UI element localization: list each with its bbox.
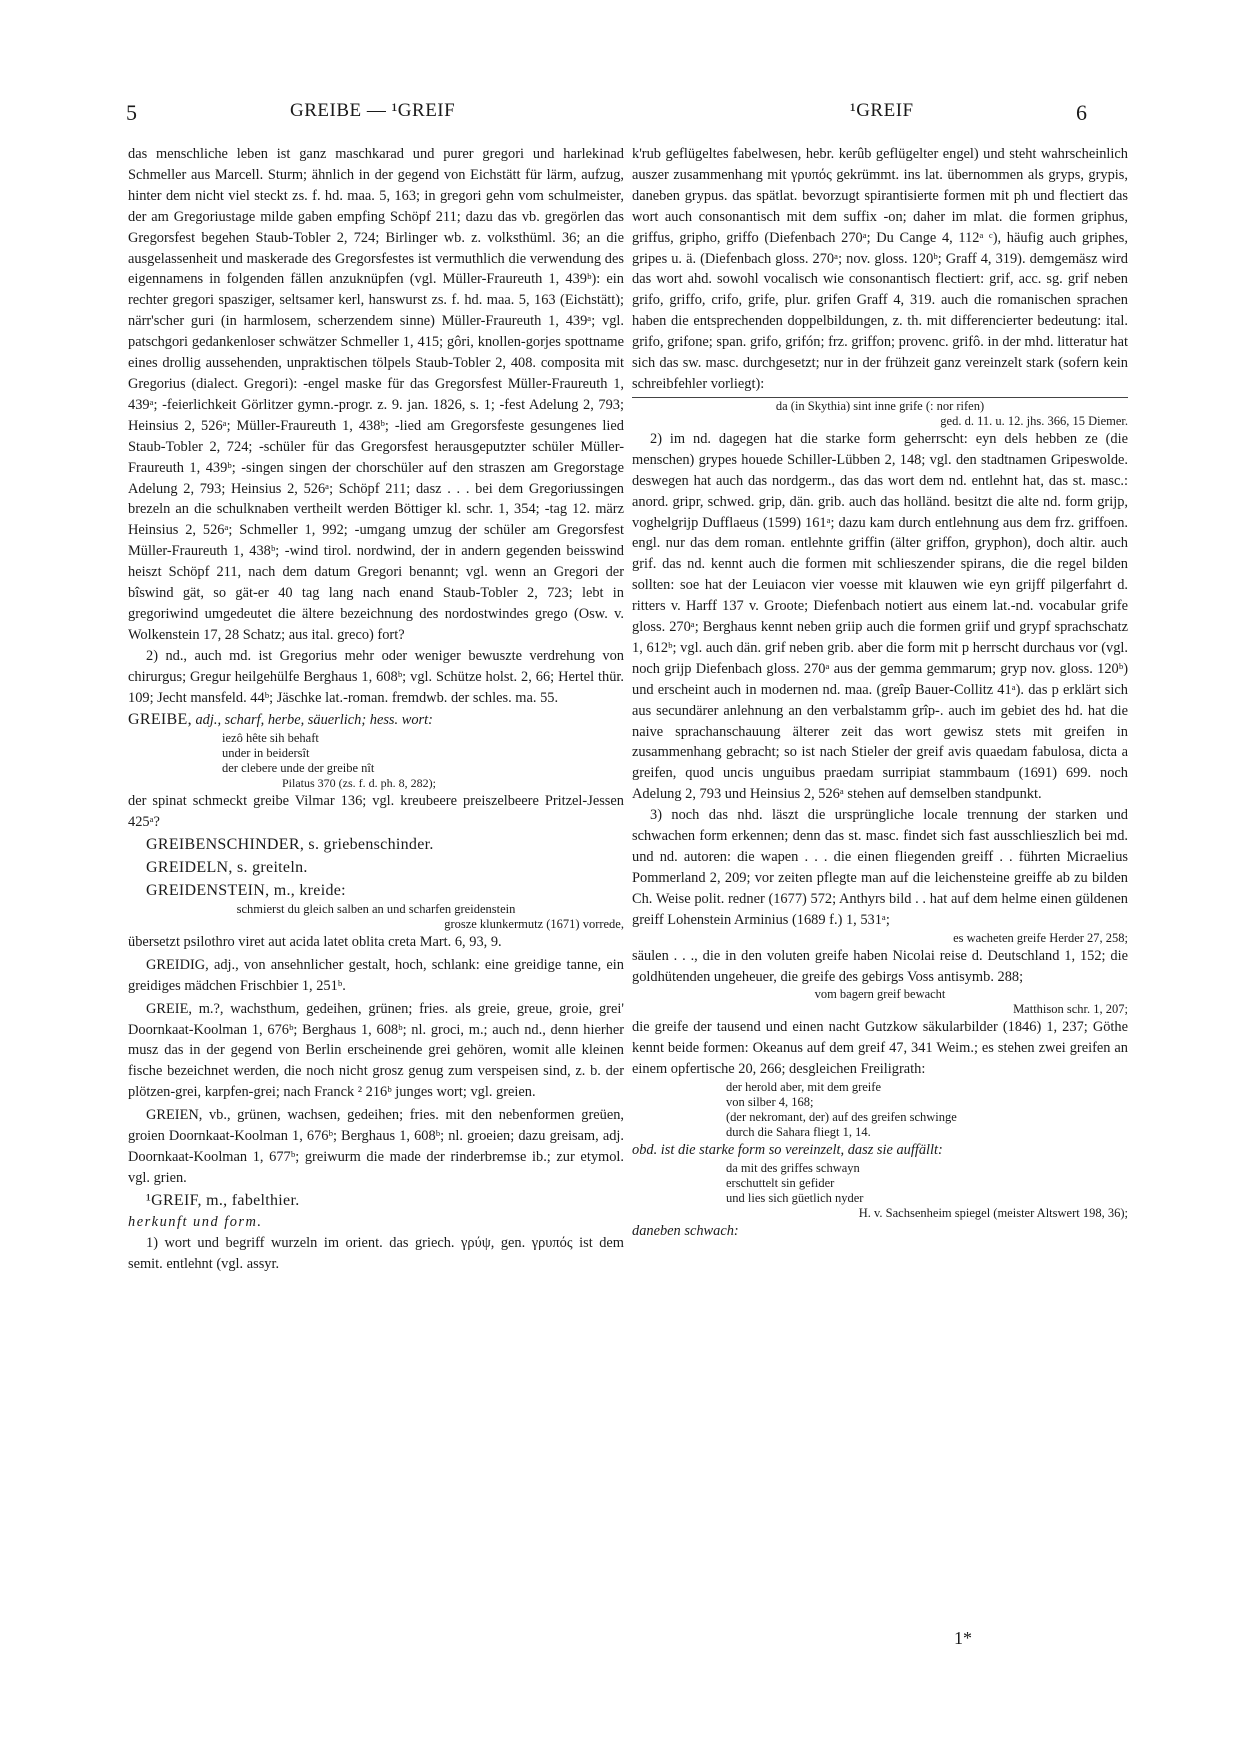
sheet-signature: 1* [954,1628,972,1648]
greif-paragraph-1: 1) wort und begriff wurzeln im orient. das griech. γρύψ, gen. γρυπός ist dem semit. entlehnt (vgl. assyr. [128,1234,624,1272]
left-page-number: 5 [126,100,138,125]
quotation-1: da (in Skythia) sint inne grife (: nor rifen) [775,398,985,413]
left-column [128,144,624,1274]
greif-paragraph-3: 3) noch das nhd. läszt die ursprüngliche locale trennung der starken und schwachen form erkennen; denn das st. masc. findet sich fast ausschlieszlich bei md. und nd. autoren: die wapen . . . die einen fliegenden greiff . . führten Micraelius Pommerland 2, 209; vor zeiten pflegte man auf die leichensteine greiffe ab zu bilden Ch. Weise polit. redner (1677) 572; Anthyrs bild . . hat auf dem helme einen güldenen greiff Lohenstein Arminius (1689 f.) 1, 531ᵃ; [632,807,1128,928]
quote-line: von silber 4, 168; [726,1095,814,1110]
entry-greif: ¹GREIF, m., fabelthier. [146,1191,300,1209]
greidenstein-quote-source: grosze klunkermutz (1671) vorrede, [444,916,624,931]
quote-line: der herold aber, mit dem greife [726,1080,881,1095]
entry-greibenschinder: GREIBENSCHINDER, s. griebenschinder. [146,836,434,854]
quote-line: under in beidersît [222,746,310,761]
greif-paragraph-7: daneben schwach: [632,1223,739,1240]
quote-line: durch die Sahara fliegt 1, 14. [726,1125,871,1140]
quotation-2: es wacheten greife Herder 27, 258; [953,930,1128,945]
quote-line: iezô hête sih behaft [222,731,319,746]
divider [632,397,1128,398]
quotation-5-source: H. v. Sachsenheim spiegel (meister Altswert 198, 36); [858,1206,1128,1221]
entry-greie: GREIE, m.?, wachsthum, gedeihen, grünen; fries. als greie, greue, groie, grei' Doornkaat-Koolman 1, 676ᵇ; Berghaus 1, 608ᵇ; nl. groci, m.; auch nd., denn hierher musz das in der gegend von Berlin erscheinende grei gehören, womit alle kleinen fische bezeichnet werden, die noch nicht grosz genug zum verspeisen sind, z. b. der plötzen-grei, karpfen-grei; nach Franck ² 216ᵇ junges wort; vgl. greien. [128,1000,624,1101]
left-running-title: GREIBE — ¹GREIF [290,100,456,121]
greif-paragraph-6: obd. ist die starke form so vereinzelt, dasz sie auffällt: [632,1142,943,1159]
gregorius-paragraph-1: das menschliche leben ist ganz maschkarad und purer gregori und harlekinad Schmeller aus Marcell. Sturm; ähnlich in der gegend von Eichstätt für lärm, aufzug, hinter dem nicht viel steckt zs. f. hd. maa. 5, 163; in gregori gehn vom schulmeister, der am Gregoriustage milde gaben empfing Schöpf 211; dazu das vb. gregörlen das Gregorsfest begehen Staub-Tobler 2, 724; Birlinger wb. z. volksthüml. 36; an die ausgelassenheit und maskerade des Gregorsfestes ist vermuthlich die verwendung des eigennamens in folgenden fällen anzuknüpfen (vgl. Müller-Fraureuth 1, 439ᵇ): ein rechter gregori spasziger, seltsamer kerl, hanswurst zs. f. hd. maa. 5, 163 (Eichstätt); närr'scher guri (in harmlosem, scherzendem sinne) Müller-Fraureuth 1, 439ᵃ; vgl. patschgori gedankenloser schwätzer Schmeller 1, 415; gôri, knollen-gorjes spottname eines drollig aussehenden, unpraktischen tölpels Staub-Tobler 2, 408. composita mit Gregorius (dialect. Gregori): -engel maske für das Gregorsfest Müller-Fraureuth 1, 439ᵃ; -feierlichkeit Görlitzer gymn.-progr. z. 9. jan. 1826, s. 1; -fest Adelung 2, 793; Heinsius 2, 526ᵃ; Müller-Fraureuth 1, 438ᵇ; -lied am Gregorsfeste gesungenes lied Staub-Tobler 2, 724; -schüler für das Gregorsfest herausgeputzter schüler Müller-Fraureuth 1, 439ᵇ; -singen singen der chorschüler auf den straszen am Gregorstage Adelung 2, 793; Heinsius 2, 526ᵃ; Schöpf 211; dasz . . . bei dem Gregoriussingen brezeln an die schulknaben vertheilt werden Böttiger kl. schr. 1, 354; -tag 12. märz Heinsius 2, 526ᵃ; Schmeller 1, 992; -umgang umzug der schüler am Gregorsfest Müller-Fraureuth 1, 438ᵇ; -wind tirol. nordwind, der in andern gegenden beisswind heiszt Schöpf 211, nach dem datum Gregori benannt; vgl. wenn an Gregori der bîswind gät, so gät-er 40 tag lang nach enand Staub-Tobler 2, 723; lebt in gregoriwind umgedeutet die ältere bezeichnung des nordostwindes grego (Osw. v. Wolkenstein 17, 28 Schatz; aus ital. greco) fort? [128,146,624,643]
entry-definition-greibe: adj., scharf, herbe, säuerlich; hess. wort: [195,712,433,729]
section-heading-herkunft: herkunft und form. [128,1213,263,1230]
quote-line: da mit des griffes schwayn [726,1161,860,1176]
quotation-1-source: ged. d. 11. u. 12. jhs. 366, 15 Diemer. [940,413,1128,428]
greif-paragraph-4: säulen . . ., die in den voluten greife haben Nicolai reise d. Deutschland 1, 152; die goldhütenden ungeheuer, die greife des gebirgs Voss antisymb. 288; [632,947,1128,985]
entry-headword-greibe: GREIBE, [128,711,192,729]
quotation-5 [632,1161,1128,1206]
quote-line: und lies sich güetlich nyder [726,1191,864,1206]
greibe-quotation [128,731,624,791]
greif-paragraph-1-cont: k'rub geflügeltes fabelwesen, hebr. kerûb geflügelter engel) und steht wahrscheinlich auszer zusammenhang mit γρυπός gekrümmt. ins lat. übernommen als gryps, grypis, daneben grypus. das spätlat. bevorzugt spirantisierte formen mit ph und flectiert das wort auch consonantisch mit dem suffix -on; daher im mlat. die formen griphus, griffus, gripho, griffo (Diefenbach 270ᵃ; Du Cange 4, 112ᵃ ᶜ), häufig auch griphes, gripes u. ä. (Diefenbach gloss. 270ᵃ; nov. gloss. 120ᵇ; Graff 4, 319). demgemäsz wird das wort ahd. sowohl vocalisch wie consonantisch flectiert: grif, acc. sg. grif neben grifo, griffo, crifo, grife, plur. grifen Graff 4, 319. auch die romanischen sprachen haben die entsprechenden doppelbildungen, z. th. mit differencierter bedeutung: ital. grifo, grifone; span. grifo, grifón; frz. griffon; provenc. grifô. in der mhd. litteratur hat sich das sw. masc. durchgesetzt; nur in der frühzeit ganz vereinzelt stark (sofern kein schreibfehler vorliegt): [632,146,1128,392]
entry-greidig: GREIDIG, adj., von ansehnlicher gestalt, hoch, schlank: eine greidige tanne, ein greidiges mädchen Frischbier 1, 251ᵇ. [128,956,624,994]
gregorius-paragraph-2: 2) nd., auch md. ist Gregorius mehr oder weniger bewuszte verdrehung von chirurgus; Gregur heilgehülfe Berghaus 1, 608ᵇ; vgl. Schütze holst. 2, 66; Hertel thür. 109; Jecht mansfeld. 44ᵇ; Jäschke lat.-roman. fremdwb. der schles. ma. 55. [128,647,624,706]
quote-source: Pilatus 370 (zs. f. d. ph. 8, 282); [282,776,436,791]
greif-paragraph-5: die greife der tausend und einen nacht Gutzkow säkularbilder (1846) 1, 237; Göthe kennt beide formen: Okeanus auf dem greif 47, 341 Weim.; es stehen zwei greifen an einem opfertische 20, 266; desgleichen Freiligrath: [632,1019,1128,1078]
entry-greidenstein: GREIDENSTEIN, m., kreide: [146,882,346,899]
right-page-number: 6 [1076,100,1088,125]
greidenstein-continuation: übersetzt psilothro viret aut acida latet oblita creta Mart. 6, 93, 9. [128,933,502,950]
greidenstein-quote: schmierst du gleich salben an und scharfen greidenstein [236,901,516,916]
quotation-4 [632,1080,1128,1140]
quote-line: der clebere unde der greibe nît [222,761,375,776]
greibe-continuation: der spinat schmeckt greibe Vilmar 136; vgl. kreubeere preiszelbeere Pritzel-Jessen 425ᵃ? [128,793,624,831]
quotation-3-source: Matthison schr. 1, 207; [1013,1002,1128,1017]
quotation-3: vom bagern greif bewacht [814,987,946,1002]
greif-paragraph-2: 2) im nd. dagegen hat die starke form geherrscht: eyn dels hebben ze (die menschen) grypes houede Schiller-Lübben 2, 148; vgl. den stadtnamen Gripeswolde. deswegen hat auch das nordgerm., das das wort dem nd. entlehnt hat, das st. masc.: anord. gripr, schwed. grip, dän. grib. auch das holländ. besitzt die alte nd. form grijp, voghelgrijp Dufflaeus (1599) 161ᵃ; dazu kam durch entlehnung aus dem frz. griffoen. engl. nur das dem roman. entlehnte griffin (älter griffon, gryphon), doch altir. auch grif. das nd. kennt auch die formen mit schlieszender spirans, die die regel bilden sollten: soe hat der Leuiacon vier voesse mit klauwen wie eyn grijff pilgerfahrt d. ritters v. Harff 137 v. Groote; Diefenbach notiert aus einem lat.-nd. vocabular grife gloss. 270ᵃ; Berghaus kennt neben griip auch die formen griif und grypf sprachschatz 1, 612ᵇ; vgl. auch dän. grif neben grib. aber die form mit p herrscht durchaus vor (vgl. noch grijp Diefenbach gloss. 270ᵃ aus der gemma gemmarum; gryp nov. gloss. 120ᵇ) und erscheint auch in modernen nd. maa. (greîp Bauer-Collitz 41ᵃ). das p erklärt sich aus secundärer anlehnung an den verbalstamm grîp-. auch im gebiet des hd. hat die naive sprachanschauung älterer zeit das wort gewisz stets mit greifen in zusammenhang gebracht; so ist nach Stieler der greif avis quaedam fabulosa, dicta a greifen, quod uncis unguibus praedam surripiat stammbaum (1691) 699. noch Adelung 2, 793 und Heinsius 2, 526ᵃ stehen auf demselben standpunkt. [632,430,1128,803]
quote-line: (der nekromant, der) auf des greifen schwinge [726,1110,957,1125]
entry-greien: GREIEN, vb., grünen, wachsen, gedeihen; fries. mit den nebenformen greüen, groien Doornkaat-Koolman 1, 676ᵇ; Berghaus 1, 608ᵇ; nl. groeien; dazu greisam, adj. Doornkaat-Koolman 1, 677ᵇ; greiwurm die made der rinderbremse ib.; zur etymol. vgl. grien. [128,1107,624,1186]
right-running-title: ¹GREIF [850,100,914,121]
quote-line: erschuttelt sin gefider [726,1176,835,1191]
right-column [632,144,1128,1242]
entry-greideln: GREIDELN, s. greiteln. [146,859,308,877]
